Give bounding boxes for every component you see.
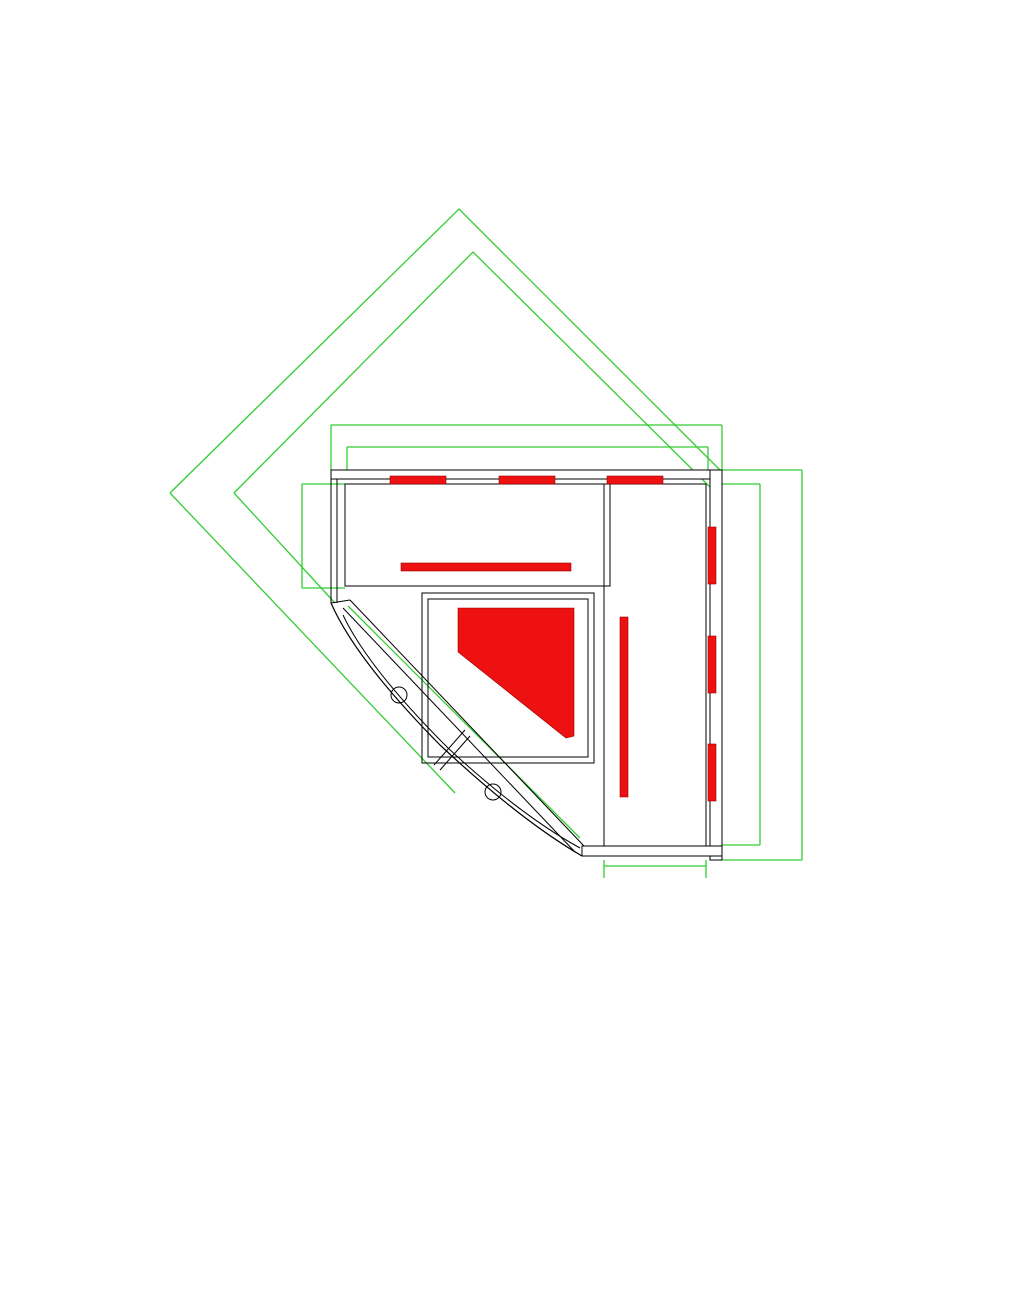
heater-right-2 <box>708 636 716 693</box>
heater-floor <box>458 608 574 738</box>
heater-right-3 <box>708 744 716 801</box>
heater-top-1 <box>390 476 446 484</box>
heater-top-3 <box>607 476 663 484</box>
dimension-lines <box>170 209 802 878</box>
heaters <box>390 476 716 801</box>
heater-bench-top <box>401 563 571 571</box>
heater-top-2 <box>499 476 555 484</box>
heater-right-1 <box>708 527 716 584</box>
heater-bench-right <box>620 617 628 797</box>
